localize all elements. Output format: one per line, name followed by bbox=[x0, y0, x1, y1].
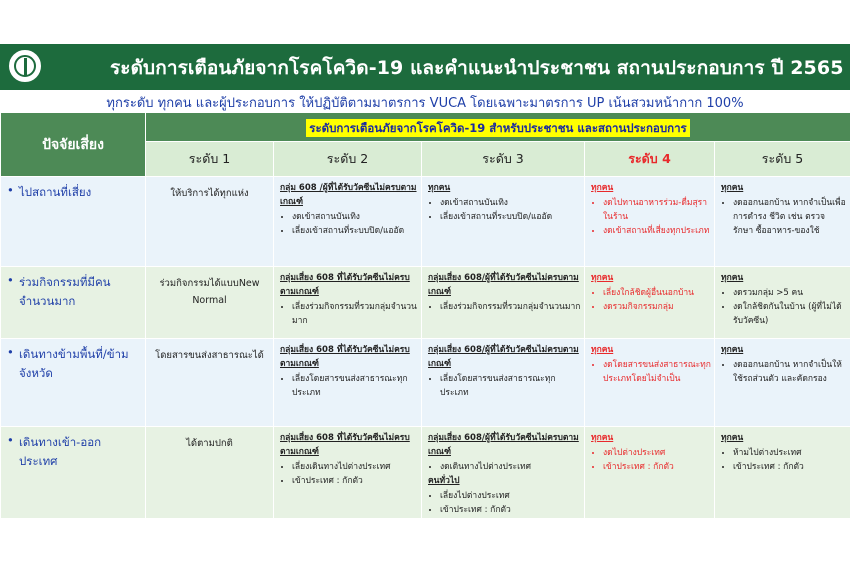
group-label: ทุกคน bbox=[591, 433, 614, 443]
list-item: • เลี่ยงร่วมกิจกรรมที่รวมกลุ่มจำนวนมาก bbox=[440, 300, 581, 314]
table-row bbox=[1, 177, 850, 267]
list-item: • งดออกนอกบ้าน หากจำเป็นให้ใช้รถส่วนตัว และคัดกรอง bbox=[733, 358, 847, 386]
level-1-cell: โดยสารขนส่งสาธารณะได้ bbox=[146, 339, 274, 427]
group-label: กลุ่มเสี่ยง 608 ที่ได้รับวัคซีนไม่ครบตามเกณฑ์ bbox=[280, 273, 410, 297]
group-label: กลุ่ม 608 /ผู้ที่ได้รับวัคซีนไม่ครบตามเกณฑ์ bbox=[280, 183, 417, 207]
group-label: ทุกคน bbox=[721, 345, 744, 355]
table-row bbox=[1, 339, 850, 427]
level-4-cell bbox=[585, 339, 715, 427]
ministry-logo-icon bbox=[7, 48, 43, 84]
list-item: • งดไปต่างประเทศ bbox=[603, 446, 711, 460]
level-2-cell bbox=[274, 177, 422, 267]
list-item: • งดโดยสารขนส่งสาธารณะทุกประเภทโดยไม่จำเป็น bbox=[603, 358, 711, 386]
group-label: ทุกคน bbox=[591, 183, 614, 193]
group-label: กลุ่มเสี่ยง 608 ที่ได้รับวัคซีนไม่ครบตามเกณฑ์ bbox=[280, 433, 410, 457]
list-item: • เลี่ยงโดยสารขนส่งสาธารณะทุกประเภท bbox=[440, 372, 581, 400]
list-item: • งดเข้าสถานบันเทิง bbox=[292, 210, 418, 224]
level-2-cell bbox=[274, 267, 422, 339]
risk-factor-cell: • เดินทางข้ามพื้นที่/ข้ามจังหวัด bbox=[1, 339, 146, 427]
table-row bbox=[1, 427, 850, 519]
list-item: • เข้าประเทศ : กักตัว bbox=[292, 474, 418, 488]
list-item: • เลี่ยงเข้าสถานที่ระบบปิด/แออัด bbox=[292, 224, 418, 238]
group-label: คนทั่วไป bbox=[428, 476, 460, 486]
level-3-cell bbox=[422, 177, 585, 267]
level-2-cell bbox=[274, 339, 422, 427]
level-4-cell bbox=[585, 177, 715, 267]
level-3-cell bbox=[422, 339, 585, 427]
list-item: • เลี่ยงเดินทางไปต่างประเทศ bbox=[292, 460, 418, 474]
level-4-cell bbox=[585, 427, 715, 519]
list-item: • งดเข้าสถานที่เสี่ยงทุกประเภท bbox=[603, 224, 711, 238]
list-item: • งดรวมกิจกรรมกลุ่ม bbox=[603, 300, 711, 314]
list-item: • งดออกนอกบ้าน หากจำเป็นเพื่อการดำรง ชีวิต เช่น ตรวจ รักษา ซื้ออาหาร-ของใช้ bbox=[733, 196, 847, 238]
header-banner bbox=[0, 44, 850, 90]
list-item: • เลี่ยงโดยสารขนส่งสาธารณะทุกประเภท bbox=[292, 372, 418, 400]
level-1-header: ระดับ 1 bbox=[146, 142, 274, 177]
list-item: • ห้ามไปต่างประเทศ bbox=[733, 446, 847, 460]
level-5-cell bbox=[715, 267, 850, 339]
group-label: ทุกคน bbox=[721, 183, 744, 193]
list-item: • งดเข้าสถานบันเทิง bbox=[440, 196, 581, 210]
group-label: กลุ่มเสี่ยง 608/ผู้ที่ได้รับวัคซีนไม่ครบตามเกณฑ์ bbox=[428, 345, 579, 369]
bullet-icon: • bbox=[7, 183, 14, 197]
level-5-header: ระดับ 5 bbox=[715, 142, 850, 177]
list-item: • งดเดินทางไปต่างประเทศ bbox=[440, 460, 581, 474]
bullet-icon: • bbox=[7, 273, 14, 287]
list-item: • เข้าประเทศ : กักตัว bbox=[603, 460, 711, 474]
level-3-cell bbox=[422, 267, 585, 339]
level-1-cell: ได้ตามปกติ bbox=[146, 427, 274, 519]
level-4-cell bbox=[585, 267, 715, 339]
list-item: • งดใกล้ชิดกันในบ้าน (ผู้ที่ไม่ได้รับวัคซีน) bbox=[733, 300, 847, 328]
group-label: ทุกคน bbox=[591, 345, 614, 355]
list-item: • งดไปทานอาหารร่วม-ดื่มสุราในร้าน bbox=[603, 196, 711, 224]
level-5-cell bbox=[715, 177, 850, 267]
level-1-cell: ร่วมกิจกรรมได้แบบNew Normal bbox=[146, 267, 274, 339]
list-item: • เลี่ยงใกล้ชิดผู้อื่นนอกบ้าน bbox=[603, 286, 711, 300]
bullet-icon: • bbox=[7, 345, 14, 359]
risk-factor-cell: • ไปสถานที่เสี่ยง bbox=[1, 177, 146, 267]
group-label: ทุกคน bbox=[591, 273, 614, 283]
table-row bbox=[1, 267, 850, 339]
group-label: ทุกคน bbox=[721, 433, 744, 443]
risk-factor-cell: • ร่วมกิจกรรมที่มีคนจำนวนมาก bbox=[1, 267, 146, 339]
list-item: • เข้าประเทศ : กักตัว bbox=[733, 460, 847, 474]
level-5-cell bbox=[715, 339, 850, 427]
level-4-header: ระดับ 4 bbox=[585, 142, 715, 177]
group-label: กลุ่มเสี่ยง 608/ผู้ที่ได้รับวัคซีนไม่ครบตามเกณฑ์ bbox=[428, 273, 579, 297]
risk-factor-cell: • เดินทางเข้า-ออกประเทศ bbox=[1, 427, 146, 519]
list-item: • เลี่ยงไปต่างประเทศ bbox=[440, 489, 581, 503]
level-5-cell bbox=[715, 427, 850, 519]
risk-factor-header: ปัจจัยเสี่ยง bbox=[1, 113, 146, 177]
group-label: กลุ่มเสี่ยง 608 ที่ได้รับวัคซีนไม่ครบตามเกณฑ์ bbox=[280, 345, 410, 369]
level-3-header: ระดับ 3 bbox=[422, 142, 585, 177]
level-2-cell bbox=[274, 427, 422, 519]
level-2-header: ระดับ 2 bbox=[274, 142, 422, 177]
group-label: ทุกคน bbox=[721, 273, 744, 283]
list-item: • เลี่ยงเข้าสถานที่ระบบปิด/แออัด bbox=[440, 210, 581, 224]
list-item: • เลี่ยงร่วมกิจกรรมที่รวมกลุ่มจำนวนมาก bbox=[292, 300, 418, 328]
group-label: กลุ่มเสี่ยง 608/ผู้ที่ได้รับวัคซีนไม่ครบตามเกณฑ์ bbox=[428, 433, 579, 457]
page-title: ระดับการเตือนภัยจากโรคโควิด-19 และคำแนะนำประชาชน สถานประกอบการ ปี 2565 bbox=[110, 57, 844, 79]
page-subtitle: ทุกระดับ ทุกคน และผู้ประกอบการ ให้ปฏิบัติตามมาตรการ VUCA โดยเฉพาะมาตรการ UP เน้นสวมหน้ากาก 100% bbox=[106, 96, 744, 111]
bullet-icon: • bbox=[7, 433, 14, 447]
level-3-cell bbox=[422, 427, 585, 519]
group-label: ทุกคน bbox=[428, 183, 451, 193]
list-item: • งดรวมกลุ่ม >5 คน bbox=[733, 286, 847, 300]
alert-level-table bbox=[0, 112, 850, 519]
list-item: • เข้าประเทศ : กักตัว bbox=[440, 503, 581, 517]
alert-level-span-header: ระดับการเตือนภัยจากโรคโควิด-19 สำหรับประชาชน และสถานประกอบการ bbox=[146, 113, 850, 142]
level-1-cell: ให้บริการได้ทุกแห่ง bbox=[146, 177, 274, 267]
